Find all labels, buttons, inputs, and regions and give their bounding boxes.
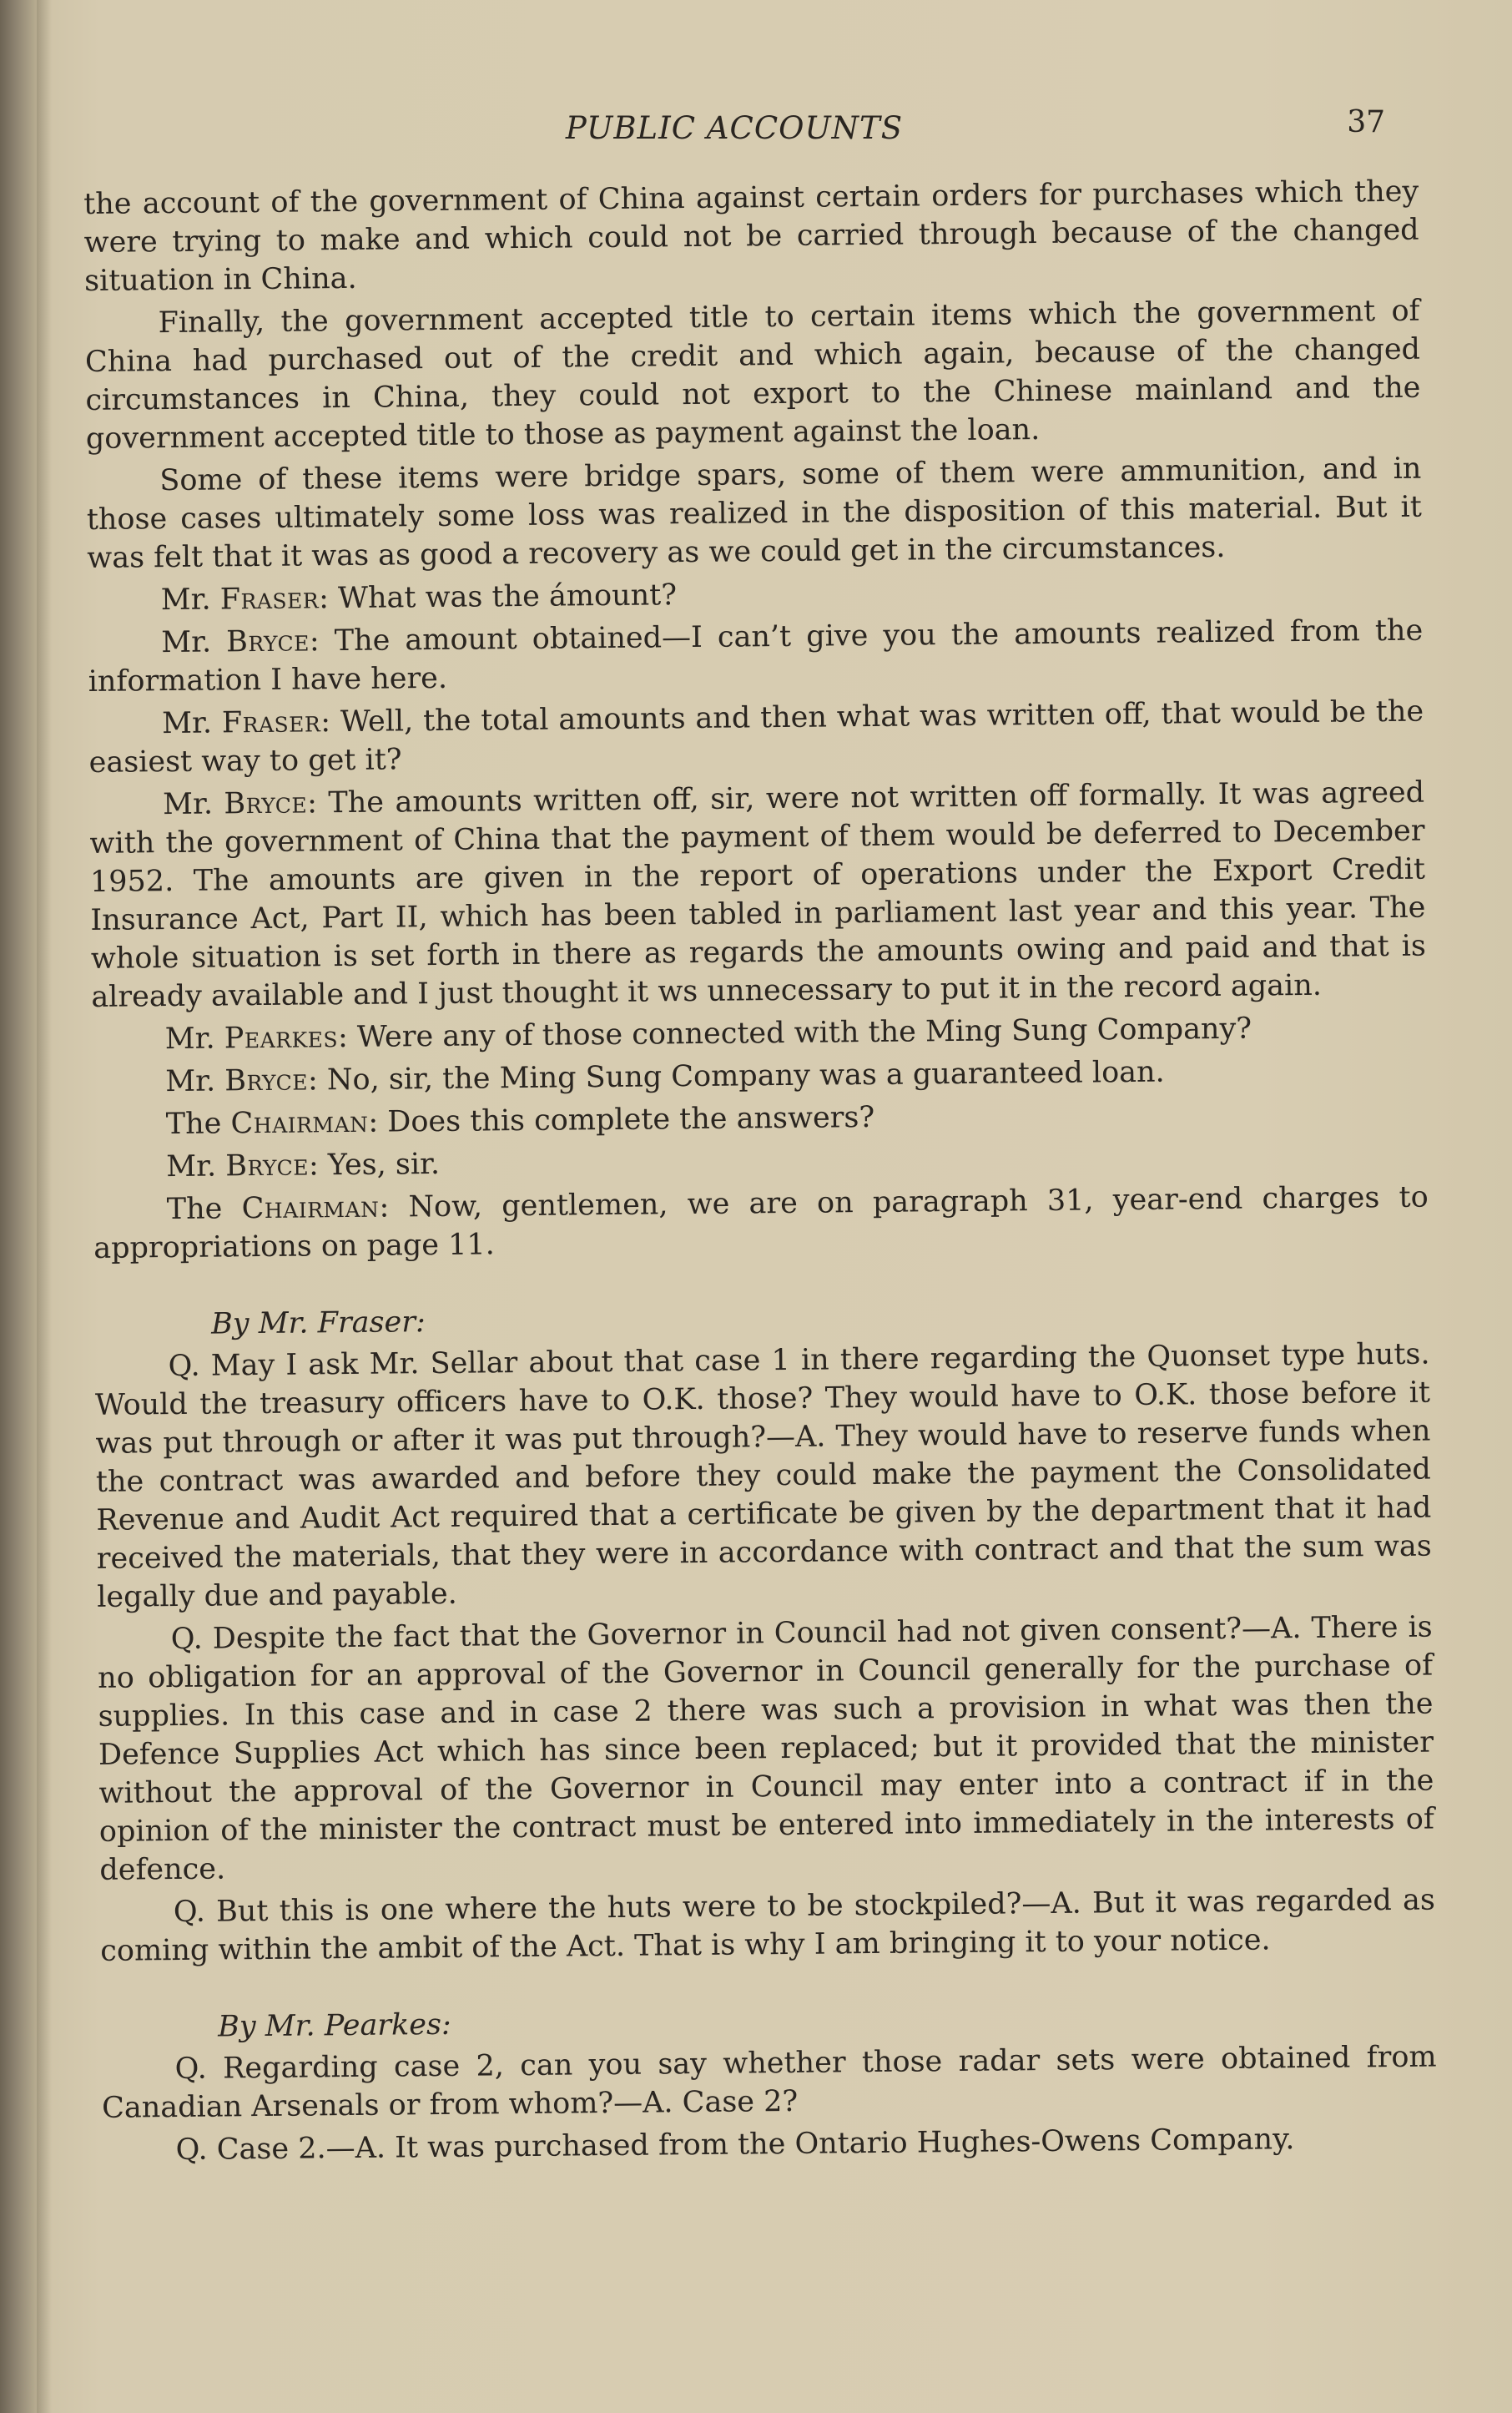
speaker-name: Bryce	[224, 1063, 309, 1098]
exchange-1	[88, 569, 1423, 620]
page-header	[83, 105, 1385, 160]
speaker-prefix: Mr.	[165, 1064, 225, 1099]
speech-text: : Does this complete the answers?	[368, 1100, 875, 1139]
speaker-name: Pearkes	[224, 1021, 339, 1056]
paragraph-2: Finally, the government accepted title to certain items which the government of China had purchased out of the credit and which again, because of the changed circumstances in China, they could not export to the Chinese mainland and the government accepted title to those as payment against the loan.	[84, 294, 1421, 456]
qa-paragraph: Q. May I ask Mr. Sellar about that case 1 in there regarding the Quonset type huts. Would the treasury officers have to O.K. those? They would have to O.K. those before it was put through or after it was put through?—A. They would have to reserve funds when the contract was awarded and before they could make the payment the Consolidated Revenue and Audit Act required that a certificate be given by the department that it had received the materials, that they were in accordance with contract and that the sum was legally due and payable.	[94, 1337, 1432, 1614]
body-text	[83, 173, 1438, 2174]
speaker-prefix: The	[166, 1192, 242, 1227]
speech-text: : Now, gentlemen, we are on paragraph 31, year-end charges to appropriations on page 11.	[93, 1180, 1429, 1265]
speaker-prefix: Mr.	[162, 706, 223, 741]
exchange-6	[92, 1051, 1427, 1102]
speaker-name: Fraser	[219, 582, 320, 617]
qa-paragraph: Q. But this is one where the huts were to be stockpiled?—A. But it was regarded as coming within the ambit of the Act. That is why I am bringing it to your notice.	[100, 1883, 1435, 1968]
speaker-prefix: Mr.	[160, 583, 220, 618]
speaker-prefix: Mr.	[161, 625, 227, 660]
speech-text: : Yes, sir.	[308, 1147, 441, 1183]
speaker-name: Chairman	[230, 1105, 369, 1141]
book-gutter	[0, 0, 37, 2413]
speaker-name: Bryce	[226, 624, 310, 659]
exchange-3	[88, 693, 1424, 782]
exchange-2	[88, 612, 1424, 701]
speaker-prefix: Mr.	[162, 787, 224, 822]
speaker-name: Bryce	[224, 786, 308, 821]
section-heading-pearkes: By Mr. Pearkes:	[217, 2007, 451, 2044]
speech-text: : What was the ámount?	[318, 578, 678, 616]
qa-paragraph: Q. Regarding case 2, can you say whether those radar sets were obtained from Canadian Arsenals or from whom?—A. Case 2?	[101, 2040, 1437, 2125]
exchange-8	[93, 1136, 1428, 1187]
speaker-prefix: Mr.	[166, 1149, 226, 1184]
exchange-5	[92, 1008, 1427, 1059]
exchange-4	[89, 774, 1427, 1017]
running-head: PUBLIC ACCOUNTS	[565, 110, 904, 146]
speech-text: : The amounts written off, sir, were not written off formally. It was agreed with the government of China that the payment of them would be deferred to December 1952. The amounts are given in the report of operations under the Export Credit Insurance Act, Part II, which has been tabled in parliament last year and this year. The whole situation is set forth in there as regards the amounts owing and paid and that is already available and I just thought it ws unnecessary to put it in the record again.	[89, 775, 1427, 1014]
exchange-9	[93, 1179, 1429, 1268]
qa-paragraph: Q. Despite the fact that the Governor in Council had not given consent?—A. There is no obligation for an approval of the Governor in Council generally for the purchase of supplies. In this case and in case 2 there was such a provision in what was then the Defence Supplies Act which has since been replaced; but it provided that the minister without the approval of the Governor in Council may enter into a contract if in the opinion of the minister the contract must be entered into immediately in the interests of defence.	[97, 1610, 1435, 1887]
speech-text: : The amount obtained—I can’t give you the amounts realized from the information I have here.	[88, 613, 1424, 699]
page-number: 37	[1347, 105, 1385, 139]
gutter-shadow	[37, 0, 52, 2413]
paragraph-1: the account of the government of China against certain orders for purchases which they were trying to make and which could not be carried through because of the changed situation in China.	[83, 174, 1419, 298]
speaker-prefix: The	[165, 1107, 231, 1142]
speaker-prefix: Mr.	[164, 1022, 224, 1057]
speech-text: : Were any of those connected with the Ming Sung Company?	[337, 1012, 1252, 1055]
speech-text: : Well, the total amounts and then what was written off, that would be the easiest way to get it?	[88, 694, 1424, 780]
exchange-7	[93, 1093, 1428, 1144]
speech-text: : No, sir, the Ming Sung Company was a guaranteed loan.	[307, 1055, 1165, 1098]
speaker-name: Fraser	[221, 705, 321, 740]
qa-paragraph: Q. Case 2.—A. It was purchased from the Ontario Hughes-Owens Company.	[175, 2123, 1295, 2168]
paragraph-3: Some of these items were bridge spars, some of them were ammunition, and in those cases ultimately some loss was realized in the disposition of this material. But it was felt that it was as good a recovery as we could get in the circumstances.	[86, 452, 1422, 575]
speaker-name: Bryce	[225, 1148, 310, 1184]
speaker-name: Chairman	[241, 1190, 380, 1226]
section-heading-fraser: By Mr. Fraser:	[210, 1305, 426, 1341]
